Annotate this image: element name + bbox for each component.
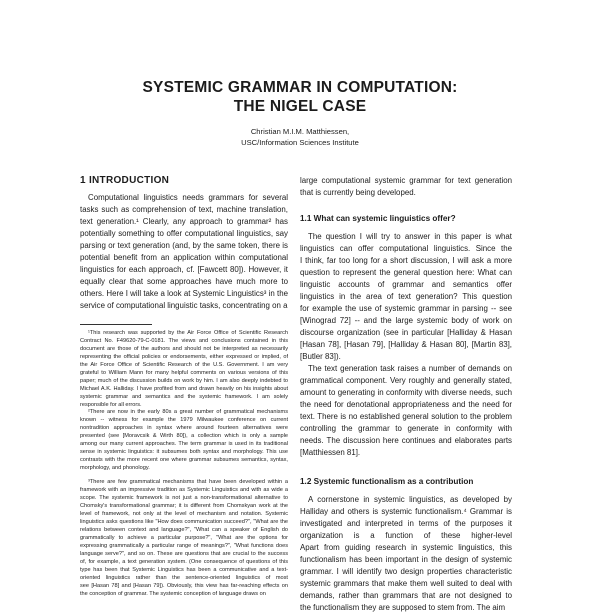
text-line: systemic grammars that make them well suited to deal with [300,579,512,588]
section-1-1-paragraph-1 [300,231,512,363]
text-line: Chomsky's transformational grammar; it is different from Chomskyan work at the [80,503,288,509]
text-line: service of computational linguistic tasks, concentrating on a [80,301,288,310]
text-line: that is currently being developed. [300,188,416,197]
text-line: [Butler 83]). [300,352,341,361]
footnote-1 [80,329,288,409]
text-line: investigated and interpreted in terms of the purposes it [300,519,512,528]
text-line: relations between context and language?", "What can a speaker of English do [80,527,288,533]
text-line: linguistics for each approach, cf. [Fawcett 80]). However, it [80,265,288,274]
text-line: large computational systemic grammar for text generation [300,176,512,185]
text-line: contrasts with the more recent one where grammar subsumes semantics, syntax, [80,457,288,463]
text-line: the need for denotational appropriateness and the need for [300,400,512,409]
footnote-3 [80,478,288,598]
text-line: linguistics in the area of text generation? This question [300,292,512,301]
text-line: ³There are few grammatical mechanisms that have been developed within a [88,479,288,485]
text-line: nontradition approaches in syntax where around fourteen alternatives were [80,425,288,431]
text-line: linguistics can offer computational linguistics. Since the [300,244,512,253]
text-line: Computational linguistics needs grammars for several [88,193,288,202]
text-line: controlling the grammar to generate in conformity with [300,424,512,433]
text-line: linguistics asks questions like "How does communication succeed?", "What are the [80,519,288,525]
text-line: morphology, and phonology. [80,465,150,471]
text-line: needs. The discussion here continues and elaborates parts [300,436,512,445]
text-line: of, for example, a text generation system. (One consequence of questions of this [80,559,288,565]
text-line: I think, far too long for a short discussion, I will ask a more [300,256,512,265]
intro-paragraph-continued [300,175,512,199]
footnote-2 [80,408,288,472]
text-line: level of framework, not only at the level of mechanism and notation. Systemic [80,511,288,517]
text-line: grateful to William Mann for many helpful comments on various versions of this [80,370,288,376]
text-line: question to represent the general question here: What can [300,268,512,277]
text-line: ²There are now in the early 80s a great number of grammatical mechanisms [88,409,288,415]
text-line: framework with an impressive tradition as Systemic Linguistics and with as wide a [80,487,288,493]
text-line: the conception of grammar. The systemic conception of language draws on [80,591,266,597]
text-line: for example the use of systemic grammar in parsing -- see [300,304,512,313]
text-line: text. There is no established general solution to the problem [300,412,512,421]
text-line: parsing or text generation (and, by the same token, there is [80,241,288,250]
text-line: discourse organization (see in particular [Halliday & Hasan [300,328,512,337]
text-line: amount to generating in conformity with diverse needs, such [300,388,512,397]
text-line: [Winograd 72] -- and the large systemic body of work on [300,316,512,325]
text-line: among our many current approaches. The term grammar is used in its traditional [80,441,288,447]
text-line: oriented linguistics rather than the sentence-oriented linguistics of most [80,575,288,581]
text-line: see [Hasan 78] and [Hasan 79]). Obviously, this view has far-reaching effects on [80,583,288,589]
text-line: linguistic accounts of grammar and semantics offer [300,280,512,289]
text-line: expressing grammatically a particular range of meanings?", "What functions does [80,543,288,549]
text-line: type has been that Systemic Linguistics has been a communicative and a text- [80,567,288,573]
text-line: equally clear that some approaches have much more to [80,277,288,286]
text-line: tasks such as comprehension of text, machine translation, [80,205,288,214]
text-line: representing the official policies or endorsements, either expressed or implied, of [80,354,288,360]
text-line: presented (see [Moravcsik & Wirth 80]), a collection which is only a sample [80,433,288,439]
text-line: potentially something to offer computational linguistics, say [80,229,288,238]
author-affiliation: USC/Information Sciences Institute [241,138,359,147]
text-line: known -- witness for example the 1979 Milwaukee conference on current [80,417,288,423]
section-heading-1-1: 1.1 What can systemic linguistics offer? [300,214,456,223]
text-line: the Air Force Office of Scientific Research of the U.S. Government. I am very [80,362,288,368]
text-line: [Matthiessen 81]. [300,448,361,457]
text-line: ¹This research was supported by the Air Force Office of Scientific Research [88,330,288,336]
text-line: Michael A.K. Halliday. I have profited from and drawn heavily on his insights about [80,386,288,392]
section-heading-introduction: 1 INTRODUCTION [80,175,170,186]
paper-title-line-2: THE NIGEL CASE [233,98,367,115]
paper-title-line-1: SYSTEMIC GRAMMAR IN COMPUTATION: [142,79,458,96]
text-line: language serve?", and so on. These are questions that are crucial to the success [80,551,288,557]
text-line: A cornerstone in systemic linguistics, as developed by [308,495,512,504]
text-line: The text generation task raises a number of demands on [308,364,512,373]
text-line: responsible for all errors. [80,402,142,408]
text-line: Halliday and others is systemic functionalism.⁴ Grammar is [300,507,512,516]
text-line: Apart from guiding research in systemic linguistics, this [300,543,512,552]
text-line: grammatically to achieve a particular purpose?", "What are the options for [80,535,288,541]
text-line: potential benefit from an application within computational [80,253,288,262]
section-1-1-paragraph-2 [300,363,512,459]
section-1-2-paragraph-1 [300,494,512,614]
text-line: [Hasan 78], [Hasan 79], [Halliday & Hasan 80], [Martin 83], [300,340,512,349]
text-line: sense in systemic linguistics: it subsumes both syntax and morphology. This use [80,449,288,455]
text-line: scope. The systemic framework is not just a non-transformational alternative to [80,495,288,501]
text-line: demands, rather than grammars that are not designed to [300,591,512,600]
text-line: text generation.¹ Clearly, any approach to grammar² has [80,217,288,226]
text-line: grammatical component. Very roughly and generally stated, [300,376,512,385]
intro-paragraph [80,192,288,312]
text-line: grammar. I will identify two design properties characteristic [300,567,512,576]
section-heading-1-2: 1.2 Systemic functionalism as a contribution [300,477,474,486]
text-line: functionalism has been important in the design of systemic [300,555,512,564]
text-line: Contract No. F49620-79-C-0181. The views and conclusions contained in this [80,338,288,344]
text-line: others. Here I will take a look at Systemic Linguistics³ in the [80,289,288,298]
text-line: paper; much of the discussion builds on work by him. I am also deeply indebted to [80,378,288,384]
footnote-divider [80,324,152,325]
text-line: systemic grammar and semantics and the systemic framework. I am solely [80,394,288,400]
text-line: the functionalism they are supposed to stem from. The aim [300,603,506,612]
text-line: document are those of the authors and should not be interpreted as necessarily [80,346,288,352]
text-line: The question I will try to answer in this paper is what [308,232,512,241]
author-name: Christian M.I.M. Matthiessen, [250,127,350,136]
text-line: organization is a function of these higher-level [300,531,512,540]
